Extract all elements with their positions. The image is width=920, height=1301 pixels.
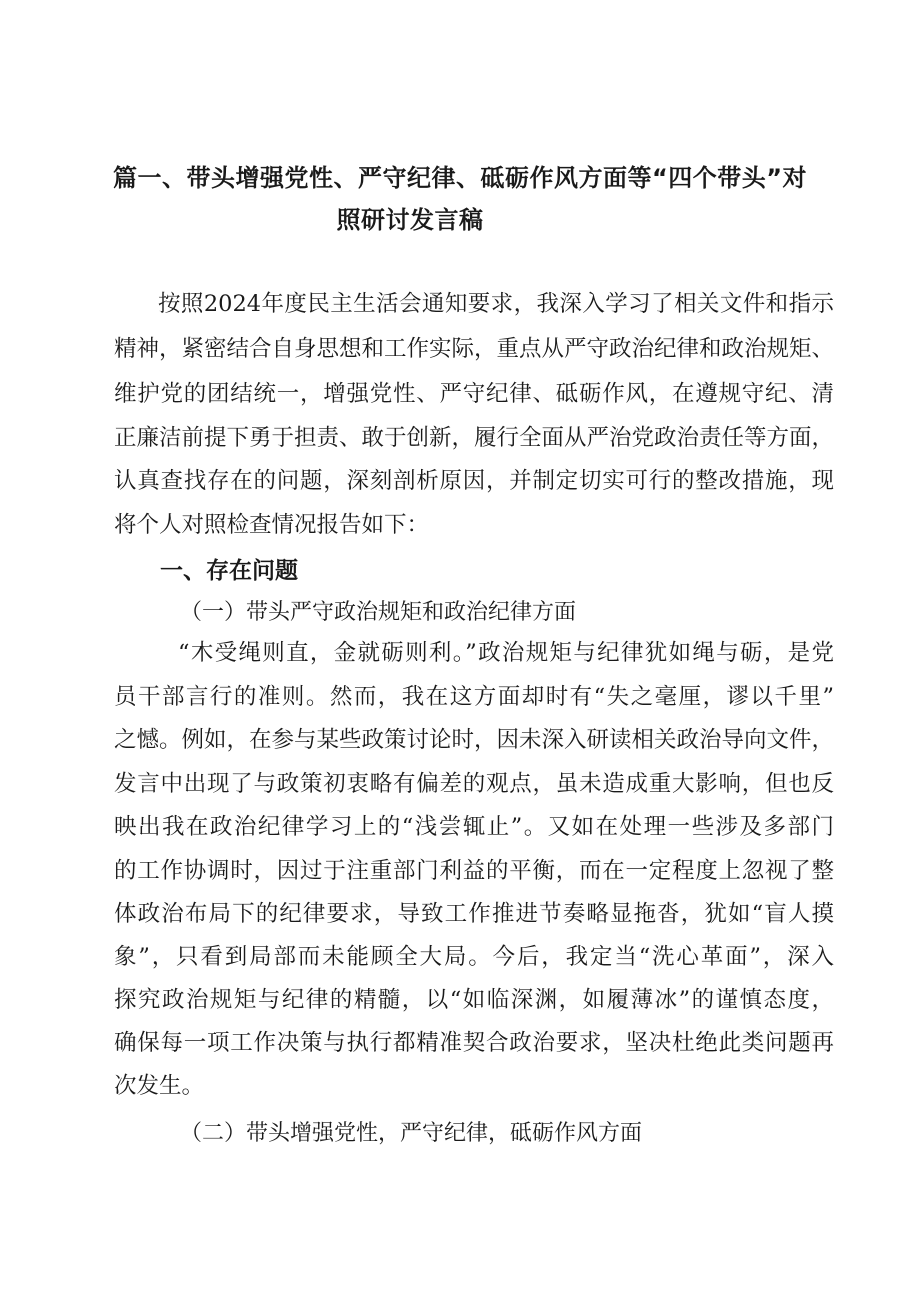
- document-title-line-2: 照研讨发言稿: [336, 206, 484, 234]
- subsection-heading: （二）带头增强党性，严守纪律，砥砺作风方面: [180, 1121, 643, 1146]
- paragraph-line: 次发生。: [114, 1073, 205, 1099]
- paragraph-line: “木受绳则直，金就砺则利。”政治规矩与纪律犹如绳与砺，是党: [178, 640, 834, 666]
- paragraph-line: 认真查找存在的问题，深刻剖析原因，并制定切实可行的整改措施，现: [114, 468, 834, 494]
- paragraph-line: 探究政治规矩与纪律的精髓，以“如临深渊，如履薄冰”的谨慎态度，: [114, 987, 834, 1013]
- section-heading: 一、存在问题: [160, 558, 298, 584]
- paragraph-line: 体政治布局下的纪律要求，导致工作推进节奏略显拖沓，犹如“盲人摸: [114, 901, 834, 927]
- paragraph-line: 维护党的团结统一，增强党性、严守纪律、砥砺作风，在遵规守纪、清: [114, 381, 834, 407]
- paragraph-line: 象”，只看到局部而未能顾全大局。今后，我定当“洗心革面”，深入: [114, 944, 834, 970]
- paragraph-line: 的工作协调时，因过于注重部门利益的平衡，而在一定程度上忽视了整: [114, 858, 834, 884]
- paragraph-line: 精神，紧密结合自身思想和工作实际，重点从严守政治纪律和政治规矩、: [114, 336, 835, 362]
- paragraph-line: 之憾。例如，在参与某些政策讨论时，因未深入研读相关政治导向文件，: [114, 727, 835, 753]
- paragraph-line: 映出我在政治纪律学习上的“浅尝辄止”。又如在处理一些涉及多部门: [114, 814, 834, 840]
- paragraph-line: 发言中出现了与政策初衷略有偏差的观点，虽未造成重大影响，但也反: [114, 771, 834, 797]
- subsection-heading: （一）带头严守政治规矩和政治纪律方面: [180, 600, 577, 625]
- document-title-line-1: 篇一、带头增强党性、严守纪律、砥砺作风方面等“四个带头”对: [112, 164, 808, 192]
- paragraph-line: 按照2024年度民主生活会通知要求，我深入学习了相关文件和指示: [158, 291, 834, 317]
- paragraph-line: 将个人对照检查情况报告如下：: [114, 512, 430, 538]
- paragraph-line: 员干部言行的准则。然而，我在这方面却时有“失之毫厘，谬以千里”: [114, 684, 834, 710]
- paragraph-line: 确保每一项工作决策与执行都精准契合政治要求，坚决杜绝此类问题再: [114, 1030, 834, 1056]
- paragraph-line: 正廉洁前提下勇于担责、敢于创新，履行全面从严治党政治责任等方面，: [114, 425, 835, 451]
